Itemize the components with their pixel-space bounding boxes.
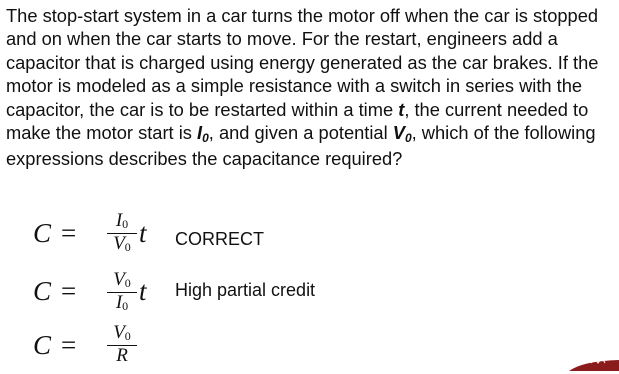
- question-part-4: , which of the following expressions describes the capacitance required?: [6, 122, 596, 170]
- option-note: High partial credit: [175, 280, 316, 300]
- equals-sign: =: [61, 218, 77, 248]
- fraction: [107, 271, 137, 313]
- option-note: CORRECT: [175, 229, 264, 249]
- time-factor: t: [139, 218, 147, 248]
- fraction-numerator: $V_0$: [113, 322, 131, 343]
- time-factor: t: [139, 276, 147, 306]
- fraction-numerator: $I_0$: [115, 210, 129, 231]
- fraction-numerator: $V_0$: [113, 269, 131, 290]
- question-part-2: , the current needed to make the motor start is: [6, 98, 589, 144]
- equals-sign: =: [61, 330, 77, 360]
- question-part-1: The stop-start system in a car turns the motor off when the car is stopped and on when the car starts to move. For the restart, engineers add a capacitor that is charged using energy generated as the car brakes. If the motor is modeled as a simple resistance with a switch in series with the capacitor, the car is to be restarted within a time: [6, 5, 599, 120]
- question-part-3: , and given a potential: [208, 122, 393, 144]
- fraction: [107, 212, 137, 254]
- fraction-denominator: $I_0$: [115, 292, 129, 314]
- time-variable: t: [398, 98, 405, 120]
- question-text: [6, 4, 614, 171]
- fraction-denominator: $V_0$: [113, 233, 131, 255]
- current-variable: $I_0$: [197, 122, 209, 146]
- capacitance-symbol: C: [33, 218, 52, 248]
- corner-decoration-icon: [569, 357, 619, 371]
- capacitance-symbol: C: [33, 276, 52, 306]
- potential-variable: $V_0$: [392, 122, 412, 146]
- capacitance-symbol: C: [33, 330, 52, 360]
- fraction-denominator: R: [116, 345, 128, 367]
- fraction: [107, 324, 137, 366]
- equals-sign: =: [61, 276, 77, 306]
